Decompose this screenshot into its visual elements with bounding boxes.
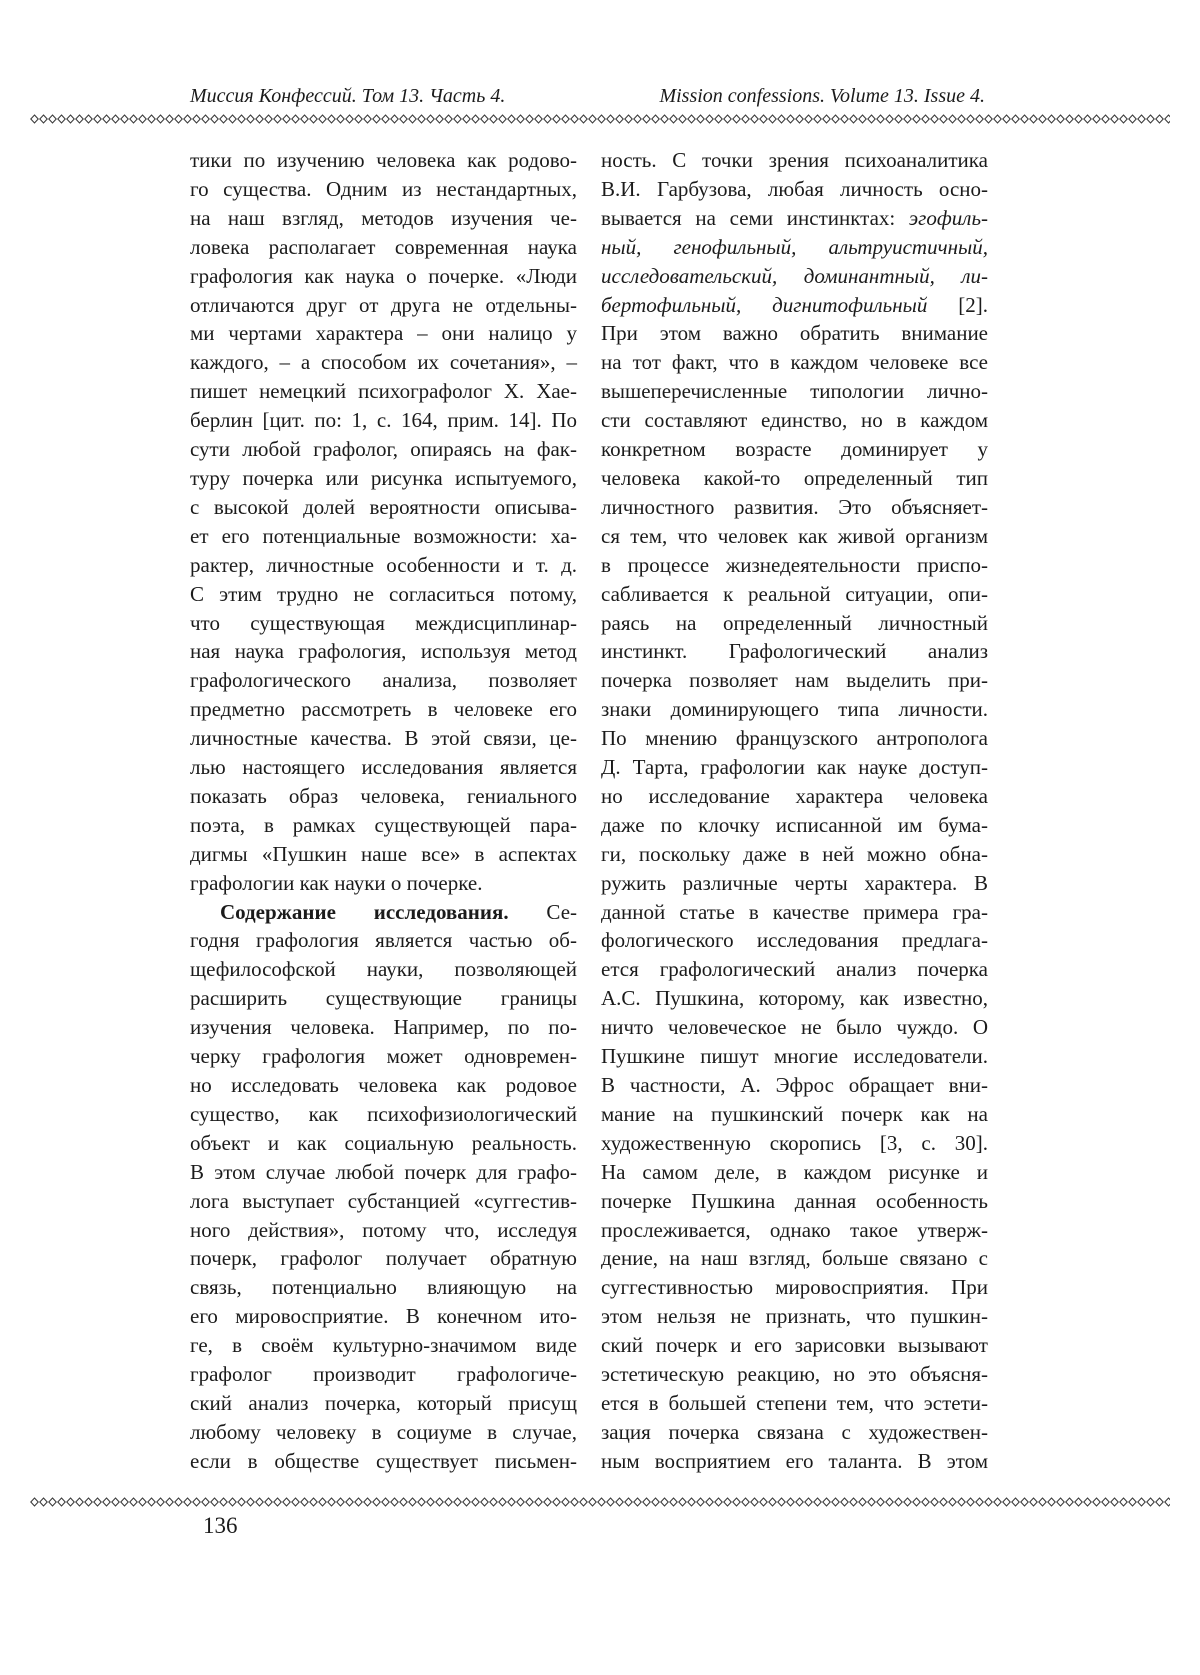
text-line: [190, 204, 577, 233]
text-line: [601, 233, 988, 262]
text-segment: но исследовать человека как родовое: [190, 1073, 577, 1097]
text-segment: человека какой-то определенный тип: [601, 465, 988, 490]
text-segment: отличаются друг от друга не отдельны-: [190, 292, 577, 317]
running-head: [190, 84, 985, 108]
text-segment: ется графологический анализ почерка: [601, 957, 988, 982]
text-segment: существо, как психофизиологический: [190, 1101, 577, 1126]
text-line: [190, 522, 577, 551]
text-segment: конкретном возрасте доминирует у: [601, 437, 988, 462]
text-segment: На самом деле, в каждом рисунке и: [601, 1159, 988, 1184]
text-segment: этом нельзя не признать, что пушкин-: [601, 1304, 988, 1329]
text-line: [190, 1244, 577, 1273]
text-line: [190, 811, 577, 840]
text-line: [190, 1100, 577, 1129]
text-line: [601, 869, 988, 898]
text-segment: почерке Пушкина данная особенность: [601, 1188, 988, 1213]
text-segment: ничто человеческое не было чуждо. О: [601, 1015, 988, 1040]
text-segment: С этим трудно не согласиться потому,: [190, 581, 577, 606]
text-line: [601, 1244, 988, 1273]
text-segment: По мнению французского антрополога: [601, 726, 988, 751]
text-line: [601, 1129, 988, 1158]
text-line: [601, 637, 988, 666]
text-line: [601, 435, 988, 464]
text-line: [601, 1331, 988, 1360]
text-segment: графологии как науки о почерке.: [190, 870, 483, 895]
text-line: [190, 1187, 577, 1216]
text-line: [190, 1389, 577, 1418]
text-segment: эгофиль-: [908, 205, 988, 230]
text-line: [601, 1302, 988, 1331]
text-line: [601, 406, 988, 435]
text-segment: связь, потенциально влияющую на: [190, 1275, 577, 1300]
text-segment: расширить существующие границы: [190, 986, 577, 1011]
text-line: [190, 869, 577, 898]
text-line: [601, 1013, 988, 1042]
text-segment: ся тем, что человек как живой организм: [601, 523, 988, 548]
text-line: [601, 1273, 988, 1302]
text-segment: графолог производит графологиче-: [190, 1362, 577, 1387]
text-line: [601, 377, 988, 406]
text-segment: художественную скоропись [3, с. 30].: [601, 1130, 988, 1155]
text-segment: черку графология может одновремен-: [190, 1044, 577, 1069]
text-segment: зация почерка связана с художествен-: [601, 1419, 988, 1444]
left-column: [190, 146, 577, 1476]
text-segment: ги, поскольку даже в ней можно обна-: [601, 841, 988, 866]
running-head-right: Mission confessions. Volume 13. Issue 4.: [659, 85, 985, 107]
text-segment: ский анализ почерка, который присущ: [190, 1390, 577, 1415]
text-segment: ный, генофильный, альтруистичный,: [601, 234, 988, 259]
text-line: [601, 753, 988, 782]
text-segment: на тот факт, что в каждом человеке все: [601, 350, 988, 375]
text-segment: почерка позволяет нам выделить при-: [601, 668, 988, 693]
text-segment: с высокой долей вероятности описыва-: [190, 494, 577, 519]
text-line: [601, 984, 988, 1013]
text-line: [601, 1216, 988, 1245]
text-line: [601, 609, 988, 638]
text-line: [190, 695, 577, 724]
text-segment: дение, на наш взгляд, больше связано с: [601, 1246, 988, 1271]
text-line: [601, 724, 988, 753]
text-line: [601, 551, 988, 580]
text-segment: эстетическую реакцию, но это объясня-: [601, 1362, 988, 1387]
text-line: [190, 146, 577, 175]
text-segment: туру почерка или рисунка испытуемого,: [190, 465, 577, 490]
text-segment: прослеживается, однако такое утверж-: [601, 1217, 988, 1242]
text-segment: дигмы «Пушкин наше все» в аспектах: [190, 841, 577, 866]
page-number: 136: [203, 1513, 238, 1538]
text-segment: его мировосприятие. В конечном ито-: [190, 1304, 577, 1329]
text-segment: Се-: [508, 899, 578, 924]
text-line: [190, 1158, 577, 1187]
text-segment: ружить различные черты характера. В: [601, 870, 988, 895]
text-segment: вывается на семи инстинктах:: [601, 205, 909, 230]
text-segment: лью настоящего исследования является: [190, 755, 577, 780]
text-line: [190, 955, 577, 984]
text-segment: бертофильный, дигнитофильный: [601, 292, 928, 317]
text-segment: А.С. Пушкина, которому, как известно,: [601, 986, 988, 1011]
text-segment: сути любой графолог, опираясь на фак-: [190, 437, 577, 462]
text-segment: если в обществе существует письмен-: [190, 1448, 577, 1473]
text-line: [190, 464, 577, 493]
ornament-divider-top: [30, 114, 1170, 124]
text-line: [190, 319, 577, 348]
text-segment: графологического анализа, позволяет: [190, 668, 577, 693]
text-line: [601, 291, 988, 320]
text-line: [601, 1187, 988, 1216]
text-segment: личностные качества. В этой связи, це-: [190, 726, 577, 751]
text-segment: почерк, графолог получает обратную: [190, 1246, 577, 1271]
text-segment: Содержание исследования.: [220, 899, 509, 924]
text-line: [601, 898, 988, 927]
text-line: [601, 319, 988, 348]
text-segment: ная наука графология, используя метод: [190, 639, 577, 664]
text-segment: сабливается к реальной ситуации, опи-: [601, 581, 988, 606]
text-segment: объект и как социальную реальность.: [190, 1130, 577, 1155]
text-line: [190, 609, 577, 638]
text-line: [190, 1216, 577, 1245]
text-line: [190, 493, 577, 522]
text-line: [190, 551, 577, 580]
text-line: [601, 1100, 988, 1129]
text-line: [190, 175, 577, 204]
text-line: [601, 580, 988, 609]
text-segment: но исследование характера человека: [601, 783, 988, 808]
text-segment: Пушкине пишут многие исследователи.: [601, 1044, 988, 1069]
text-segment: ский почерк и его зарисовки вызывают: [601, 1333, 988, 1358]
text-segment: ным восприятием его таланта. В этом: [601, 1448, 988, 1473]
text-segment: поэта, в рамках существующей пара-: [190, 812, 577, 837]
text-line: [601, 175, 988, 204]
text-segment: графология как наука о почерке. «Люди: [190, 263, 577, 288]
text-line: [190, 435, 577, 464]
text-segment: ет его потенциальные возможности: ха-: [190, 523, 577, 548]
text-segment: показать образ человека, гениального: [190, 783, 577, 808]
text-segment: [2].: [927, 292, 988, 317]
text-line: [601, 464, 988, 493]
text-segment: щефилософской науки, позволяющей: [190, 957, 577, 982]
text-segment: В этом случае любой почерк для графо-: [190, 1159, 577, 1184]
text-line: [601, 811, 988, 840]
text-line: [190, 348, 577, 377]
text-line: [601, 1071, 988, 1100]
text-segment: рактер, личностные особенности и т. д.: [190, 552, 577, 577]
text-segment: каждого, – а способом их сочетания», –: [190, 350, 577, 375]
text-segment: лога выступает субстанцией «суггестив-: [190, 1188, 577, 1213]
text-segment: исследовательский, доминантный, ли-: [601, 263, 988, 288]
text-segment: ного действия», потому что, исследуя: [190, 1217, 577, 1242]
text-segment: В частности, А. Эфрос обращает вни-: [601, 1073, 988, 1097]
text-line: [190, 724, 577, 753]
text-line: [190, 291, 577, 320]
text-segment: фологического исследования предлага-: [601, 928, 988, 953]
text-segment: пишет немецкий психографолог Х. Хае-: [190, 379, 577, 404]
text-line: [190, 1071, 577, 1100]
text-line: [190, 1013, 577, 1042]
text-line: [601, 1042, 988, 1071]
text-segment: вышеперечисленные типологии лично-: [601, 379, 988, 404]
text-segment: берлин [цит. по: 1, с. 164, прим. 14]. По: [190, 408, 577, 433]
text-segment: личностного развития. Это объясняет-: [601, 494, 988, 519]
text-segment: го существа. Одним из нестандартных,: [190, 176, 577, 201]
text-segment: раясь на определенный личностный: [601, 610, 988, 635]
text-line: [601, 666, 988, 695]
text-segment: инстинкт. Графологический анализ: [601, 639, 988, 664]
text-line: [601, 146, 988, 175]
text-segment: любому человеку в социуме в случае,: [190, 1419, 577, 1444]
text-line: [190, 666, 577, 695]
text-segment: тики по изучению человека как родово-: [190, 148, 577, 172]
text-line: [601, 262, 988, 291]
text-line: [601, 695, 988, 724]
text-line: [601, 782, 988, 811]
text-segment: ми чертами характера – они налицо у: [190, 321, 577, 346]
text-segment: мание на пушкинский почерк как на: [601, 1101, 988, 1126]
text-line: [190, 637, 577, 666]
text-line: [601, 1447, 988, 1476]
text-line: [190, 1302, 577, 1331]
article-body: [190, 146, 988, 1476]
text-segment: ге, в своём культурно-значимом виде: [190, 1333, 577, 1358]
text-line: [601, 348, 988, 377]
text-segment: При этом важно обратить внимание: [601, 321, 988, 346]
text-segment: что существующая междисциплинар-: [190, 610, 577, 635]
right-column: [601, 146, 988, 1476]
text-line: [601, 955, 988, 984]
text-line: [601, 1158, 988, 1187]
text-segment: в процессе жизнедеятельности приспо-: [601, 552, 988, 577]
text-line: [601, 522, 988, 551]
text-segment: изучения человека. Например, по по-: [190, 1015, 577, 1040]
text-segment: суггестивностью мировосприятия. При: [601, 1275, 988, 1300]
text-line: [190, 1447, 577, 1476]
text-line: [190, 262, 577, 291]
text-line: [601, 840, 988, 869]
text-line: [190, 926, 577, 955]
text-line: [601, 1418, 988, 1447]
text-line: [601, 204, 988, 233]
text-line: [190, 580, 577, 609]
text-line: [190, 377, 577, 406]
text-segment: годня графология является частью об-: [190, 928, 577, 953]
text-segment: ловека располагает современная наука: [190, 234, 577, 259]
text-line: [601, 1389, 988, 1418]
text-segment: ность. С точки зрения психоаналитика: [601, 148, 988, 172]
text-line: [190, 898, 577, 927]
text-segment: предметно рассмотреть в человеке его: [190, 697, 577, 722]
text-line: [190, 233, 577, 262]
text-line: [190, 1129, 577, 1158]
text-segment: знаки доминирующего типа личности.: [601, 697, 988, 722]
text-line: [190, 1042, 577, 1071]
text-segment: даже по клочку исписанной им бума-: [601, 812, 988, 837]
running-head-left: Миссия Конфессий. Том 13. Часть 4.: [190, 85, 506, 107]
text-line: [601, 493, 988, 522]
text-segment: В.И. Гарбузова, любая личность осно-: [601, 176, 988, 201]
text-line: [190, 1360, 577, 1389]
text-line: [601, 1360, 988, 1389]
text-line: [190, 1273, 577, 1302]
text-line: [190, 1331, 577, 1360]
text-line: [190, 840, 577, 869]
text-line: [190, 984, 577, 1013]
text-segment: на наш взгляд, методов изучения че-: [190, 205, 577, 230]
text-line: [190, 1418, 577, 1447]
text-segment: данной статье в качестве примера гра-: [601, 899, 988, 924]
text-segment: ется в большей степени тем, что эстети-: [601, 1390, 988, 1415]
text-segment: сти составляют единство, но в каждом: [601, 408, 988, 433]
text-segment: Д. Тарта, графологии как науке доступ-: [601, 755, 988, 780]
ornament-divider-bottom: [30, 1497, 1170, 1507]
text-line: [190, 406, 577, 435]
text-line: [190, 753, 577, 782]
text-line: [601, 926, 988, 955]
text-line: [190, 782, 577, 811]
